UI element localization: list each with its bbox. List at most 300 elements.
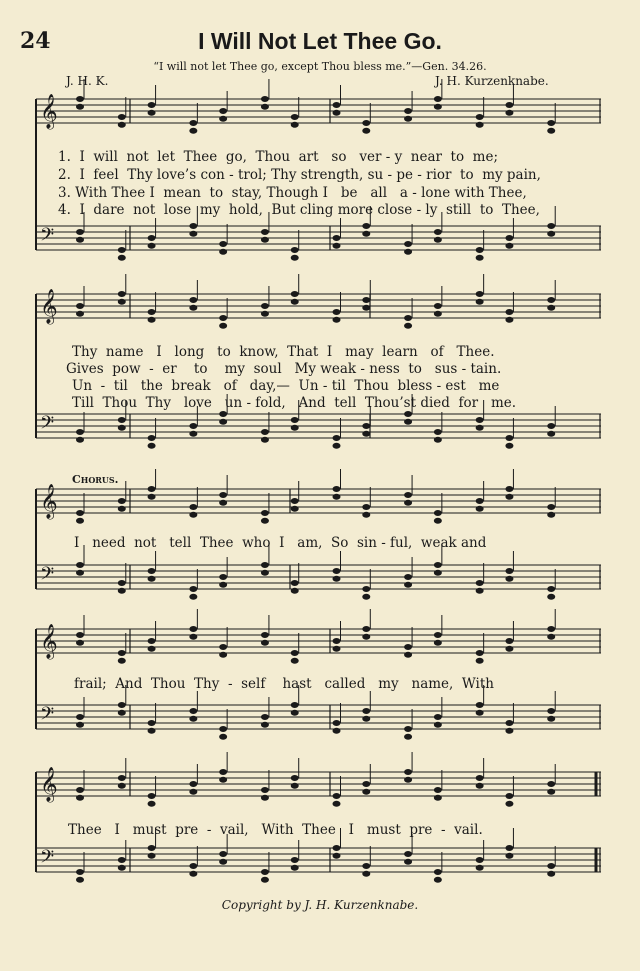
note-head xyxy=(76,562,84,568)
note-head xyxy=(261,722,269,728)
note-head xyxy=(118,857,126,863)
note-head xyxy=(291,255,299,261)
note-head xyxy=(362,305,370,311)
note-head xyxy=(547,863,555,869)
note-head xyxy=(261,877,269,883)
note-head xyxy=(291,650,299,656)
note-head xyxy=(547,594,555,600)
note-head xyxy=(333,720,341,726)
note-head xyxy=(333,309,341,315)
note-head xyxy=(404,116,412,122)
note-head xyxy=(476,865,484,871)
hymn-title: I Will Not Let Thee Go. xyxy=(198,28,442,54)
note-head xyxy=(291,122,299,128)
note-head xyxy=(362,594,370,600)
note-head xyxy=(118,417,126,423)
chorus-line-1: I need not tell Thee who I am, So sin - ful, weak and xyxy=(74,535,487,551)
note-head xyxy=(219,411,227,417)
note-head xyxy=(333,801,341,807)
note-head xyxy=(148,435,156,441)
note-head xyxy=(219,652,227,658)
treble-clef-icon: 𝄞 xyxy=(40,94,58,129)
note-head xyxy=(76,229,84,235)
note-head xyxy=(476,498,484,504)
note-head xyxy=(476,702,484,708)
note-head xyxy=(404,582,412,588)
chorus-label: Chorus. xyxy=(72,473,119,486)
note-head xyxy=(333,486,341,492)
note-head xyxy=(76,429,84,435)
chorus-line-3: Thee I must pre - vail, With Thee I must pre - vail. xyxy=(68,822,483,838)
note-head xyxy=(291,710,299,716)
note-head xyxy=(333,235,341,241)
note-head xyxy=(261,714,269,720)
note-head xyxy=(118,114,126,120)
note-head xyxy=(476,580,484,586)
note-head xyxy=(434,96,442,102)
verse-3-line-1: 3. With Thee I mean to stay, Though I be all a - lone with Thee, xyxy=(58,185,527,201)
note-head xyxy=(118,702,126,708)
bass-clef-icon: 𝄢 xyxy=(40,847,55,872)
note-head xyxy=(547,626,555,632)
note-head xyxy=(261,518,269,524)
note-head xyxy=(148,793,156,799)
note-head xyxy=(362,128,370,134)
note-head xyxy=(476,710,484,716)
note-head xyxy=(404,492,412,498)
note-head xyxy=(148,845,156,851)
verse-4-line-1: 4. I dare not lose my hold, But cling more close - ly still to Thee, xyxy=(58,202,540,218)
verse-4-line-2: Till Thou Thy love un - fold, And tell Thou’st died for me. xyxy=(72,395,517,411)
note-head xyxy=(547,504,555,510)
note-head xyxy=(291,588,299,594)
note-head xyxy=(404,574,412,580)
note-head xyxy=(434,429,442,435)
note-head xyxy=(333,638,341,644)
note-head xyxy=(76,722,84,728)
note-head xyxy=(434,787,442,793)
note-head xyxy=(189,863,197,869)
note-head xyxy=(76,237,84,243)
note-head xyxy=(261,104,269,110)
note-head xyxy=(333,494,341,500)
note-head xyxy=(404,419,412,425)
note-head xyxy=(547,297,555,303)
note-head xyxy=(404,644,412,650)
note-head xyxy=(291,498,299,504)
note-head xyxy=(76,510,84,516)
note-head xyxy=(404,769,412,775)
note-head xyxy=(362,863,370,869)
note-head xyxy=(476,658,484,664)
note-head xyxy=(362,781,370,787)
note-head xyxy=(261,311,269,317)
note-head xyxy=(219,644,227,650)
note-head xyxy=(333,110,341,116)
note-head xyxy=(505,801,513,807)
note-head xyxy=(148,638,156,644)
note-head xyxy=(261,632,269,638)
note-head xyxy=(404,108,412,114)
note-head xyxy=(476,291,484,297)
note-head xyxy=(362,423,370,429)
note-head xyxy=(261,570,269,576)
note-head xyxy=(434,518,442,524)
note-head xyxy=(362,297,370,303)
note-head xyxy=(291,417,299,423)
bass-clef-icon: 𝄢 xyxy=(40,704,55,729)
note-head xyxy=(76,795,84,801)
note-head xyxy=(291,865,299,871)
note-head xyxy=(189,223,197,229)
verse-1-line-1: 1. I will not let Thee go, Thou art so ver - y near to me; xyxy=(58,149,499,165)
note-head xyxy=(189,231,197,237)
note-head xyxy=(219,726,227,732)
note-head xyxy=(547,305,555,311)
composer-credit: J. H. Kurzenknabe. xyxy=(435,74,549,88)
note-head xyxy=(434,570,442,576)
note-head xyxy=(505,494,513,500)
note-head xyxy=(189,423,197,429)
note-head xyxy=(362,586,370,592)
treble-clef-icon: 𝄞 xyxy=(40,289,58,324)
note-head xyxy=(291,425,299,431)
note-head xyxy=(189,626,197,632)
note-head xyxy=(505,576,513,582)
note-head xyxy=(547,789,555,795)
note-head xyxy=(76,632,84,638)
note-head xyxy=(76,303,84,309)
note-head xyxy=(148,243,156,249)
note-head xyxy=(148,494,156,500)
note-head xyxy=(434,229,442,235)
note-head xyxy=(434,562,442,568)
note-head xyxy=(476,114,484,120)
chorus-line-2: frail; And Thou Thy - self hast called my name, With xyxy=(74,676,494,692)
note-head xyxy=(404,777,412,783)
note-head xyxy=(118,299,126,305)
note-head xyxy=(148,443,156,449)
note-head xyxy=(291,658,299,664)
note-head xyxy=(547,231,555,237)
note-head xyxy=(189,504,197,510)
note-head xyxy=(476,247,484,253)
note-head xyxy=(118,658,126,664)
note-head xyxy=(547,512,555,518)
note-head xyxy=(404,249,412,255)
verse-2-line-2: Gives pow - er to my soul My weak - ness to sus - tain. xyxy=(66,361,502,377)
note-head xyxy=(404,411,412,417)
note-head xyxy=(434,311,442,317)
page-number: 24 xyxy=(20,28,51,54)
note-head xyxy=(547,708,555,714)
note-head xyxy=(404,726,412,732)
treble-clef-icon: 𝄞 xyxy=(40,624,58,659)
note-head xyxy=(505,110,513,116)
note-head xyxy=(219,241,227,247)
note-head xyxy=(118,588,126,594)
note-head xyxy=(404,859,412,865)
note-head xyxy=(291,506,299,512)
note-head xyxy=(148,728,156,734)
note-head xyxy=(362,789,370,795)
note-head xyxy=(261,787,269,793)
note-head xyxy=(261,229,269,235)
note-head xyxy=(76,640,84,646)
verse-3-line-2: Un - til the break of day,— Un - til Thou bless - est me xyxy=(72,378,500,394)
note-head xyxy=(189,716,197,722)
lyricist-credit: J. H. K. xyxy=(66,74,109,88)
note-head xyxy=(505,646,513,652)
note-head xyxy=(333,728,341,734)
note-head xyxy=(362,512,370,518)
note-head xyxy=(261,237,269,243)
note-head xyxy=(118,255,126,261)
note-head xyxy=(362,716,370,722)
note-head xyxy=(118,425,126,431)
note-head xyxy=(148,309,156,315)
note-head xyxy=(362,231,370,237)
note-head xyxy=(261,640,269,646)
note-head xyxy=(291,299,299,305)
note-head xyxy=(505,435,513,441)
note-head xyxy=(118,122,126,128)
note-head xyxy=(547,781,555,787)
note-head xyxy=(148,102,156,108)
note-head xyxy=(476,650,484,656)
note-head xyxy=(476,417,484,423)
bass-clef-icon: 𝄢 xyxy=(40,225,55,250)
note-head xyxy=(148,801,156,807)
note-head xyxy=(362,120,370,126)
note-head xyxy=(261,869,269,875)
note-head xyxy=(291,114,299,120)
note-head xyxy=(505,853,513,859)
note-head xyxy=(505,317,513,323)
note-head xyxy=(333,576,341,582)
note-head xyxy=(189,586,197,592)
note-head xyxy=(76,787,84,793)
note-head xyxy=(76,311,84,317)
note-head xyxy=(505,486,513,492)
note-head xyxy=(261,795,269,801)
note-head xyxy=(148,317,156,323)
note-head xyxy=(362,871,370,877)
note-head xyxy=(505,235,513,241)
note-head xyxy=(118,783,126,789)
note-head xyxy=(291,702,299,708)
note-head xyxy=(333,243,341,249)
note-head xyxy=(219,859,227,865)
note-head xyxy=(118,291,126,297)
note-head xyxy=(118,865,126,871)
note-head xyxy=(219,315,227,321)
bass-clef-icon: 𝄢 xyxy=(40,413,55,438)
note-head xyxy=(291,580,299,586)
note-head xyxy=(476,506,484,512)
note-head xyxy=(434,795,442,801)
note-head xyxy=(434,237,442,243)
note-head xyxy=(219,769,227,775)
note-head xyxy=(219,323,227,329)
note-head xyxy=(333,793,341,799)
note-head xyxy=(219,777,227,783)
note-head xyxy=(547,871,555,877)
note-head xyxy=(76,869,84,875)
note-head xyxy=(333,845,341,851)
note-head xyxy=(76,714,84,720)
note-head xyxy=(434,869,442,875)
note-head xyxy=(291,775,299,781)
note-head xyxy=(291,783,299,789)
note-head xyxy=(333,853,341,859)
note-head xyxy=(148,568,156,574)
note-head xyxy=(76,518,84,524)
note-head xyxy=(148,853,156,859)
note-head xyxy=(404,652,412,658)
note-head xyxy=(333,568,341,574)
note-head xyxy=(291,247,299,253)
note-head xyxy=(404,734,412,740)
note-head xyxy=(219,108,227,114)
note-head xyxy=(261,96,269,102)
note-head xyxy=(476,299,484,305)
note-head xyxy=(189,128,197,134)
note-head xyxy=(434,877,442,883)
note-head xyxy=(476,425,484,431)
note-head xyxy=(476,255,484,261)
note-head xyxy=(76,437,84,443)
note-head xyxy=(333,646,341,652)
note-head xyxy=(404,851,412,857)
verse-1-line-2: Thy name I long to know, That I may learn of Thee. xyxy=(72,344,495,360)
note-head xyxy=(261,510,269,516)
note-head xyxy=(148,646,156,652)
note-head xyxy=(505,720,513,726)
note-head xyxy=(434,722,442,728)
note-head xyxy=(476,588,484,594)
note-head xyxy=(547,423,555,429)
note-head xyxy=(547,128,555,134)
note-head xyxy=(547,431,555,437)
note-head xyxy=(189,594,197,600)
scripture-reference: “I will not let Thee go, except Thou bless me.”—Gen. 34.26. xyxy=(153,60,487,73)
note-head xyxy=(118,775,126,781)
note-head xyxy=(547,223,555,229)
note-head xyxy=(189,512,197,518)
note-head xyxy=(476,775,484,781)
note-head xyxy=(476,783,484,789)
note-head xyxy=(434,510,442,516)
note-head xyxy=(404,323,412,329)
note-head xyxy=(547,716,555,722)
note-head xyxy=(505,568,513,574)
note-head xyxy=(404,315,412,321)
note-head xyxy=(261,303,269,309)
note-head xyxy=(505,638,513,644)
note-head xyxy=(291,857,299,863)
note-head xyxy=(547,586,555,592)
note-head xyxy=(189,871,197,877)
note-head xyxy=(148,235,156,241)
note-head xyxy=(333,317,341,323)
note-head xyxy=(505,845,513,851)
note-head xyxy=(505,793,513,799)
note-head xyxy=(118,498,126,504)
note-head xyxy=(434,104,442,110)
note-head xyxy=(505,309,513,315)
note-head xyxy=(476,857,484,863)
note-head xyxy=(76,96,84,102)
note-head xyxy=(219,492,227,498)
note-head xyxy=(333,443,341,449)
note-head xyxy=(189,120,197,126)
note-head xyxy=(362,504,370,510)
note-head xyxy=(118,650,126,656)
note-head xyxy=(76,570,84,576)
note-head xyxy=(261,429,269,435)
treble-clef-icon: 𝄞 xyxy=(40,484,58,519)
note-head xyxy=(219,734,227,740)
note-head xyxy=(148,110,156,116)
note-head xyxy=(219,500,227,506)
treble-clef-icon: 𝄞 xyxy=(40,767,58,802)
note-head xyxy=(118,506,126,512)
note-head xyxy=(261,562,269,568)
note-head xyxy=(505,728,513,734)
note-head xyxy=(476,122,484,128)
note-head xyxy=(434,303,442,309)
note-head xyxy=(189,789,197,795)
note-head xyxy=(189,781,197,787)
note-head xyxy=(148,576,156,582)
note-head xyxy=(362,626,370,632)
note-head xyxy=(189,634,197,640)
note-head xyxy=(434,714,442,720)
note-head xyxy=(219,574,227,580)
note-head xyxy=(505,443,513,449)
note-head xyxy=(434,437,442,443)
note-head xyxy=(547,634,555,640)
note-head xyxy=(505,102,513,108)
note-head xyxy=(219,249,227,255)
note-head xyxy=(189,305,197,311)
verse-2-line-1: 2. I feel Thy love’s con - trol; Thy strength, su - pe - rior to my pain, xyxy=(58,167,541,183)
note-head xyxy=(362,708,370,714)
bass-clef-icon: 𝄢 xyxy=(40,564,55,589)
note-head xyxy=(261,437,269,443)
note-head xyxy=(434,640,442,646)
note-head xyxy=(362,223,370,229)
copyright-notice: Copyright by J. H. Kurzenknabe. xyxy=(221,898,419,912)
note-head xyxy=(189,708,197,714)
note-head xyxy=(291,291,299,297)
note-head xyxy=(148,486,156,492)
note-head xyxy=(118,710,126,716)
note-head xyxy=(333,102,341,108)
note-head xyxy=(404,241,412,247)
note-head xyxy=(189,431,197,437)
note-head xyxy=(505,243,513,249)
note-head xyxy=(404,500,412,506)
note-head xyxy=(362,431,370,437)
note-head xyxy=(362,634,370,640)
note-head xyxy=(118,580,126,586)
note-head xyxy=(219,419,227,425)
note-head xyxy=(434,632,442,638)
note-head xyxy=(219,851,227,857)
note-head xyxy=(148,720,156,726)
